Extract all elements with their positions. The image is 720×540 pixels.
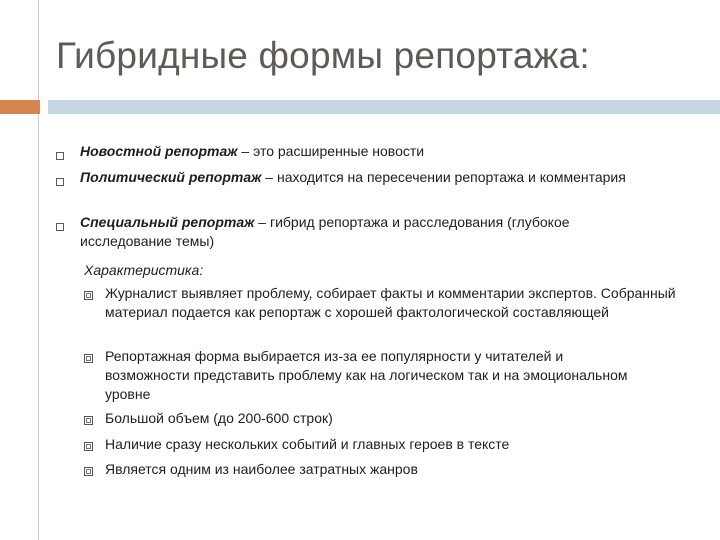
list-item (80, 142, 680, 161)
box-bullet-icon (84, 354, 93, 363)
item-term: Специальный репортаж (80, 214, 255, 230)
title-underline-band (48, 100, 720, 114)
slide-title: Гибридные формы репортажа: (56, 35, 590, 76)
list-item (80, 168, 640, 187)
item-term: Политический репортаж (80, 169, 262, 185)
characteristics-heading: Характеристика: (84, 262, 204, 278)
hollow-square-icon (56, 152, 64, 160)
hollow-square-icon (56, 178, 64, 186)
box-bullet-icon (84, 442, 93, 451)
item-description: – гибрид репортажа и расследования (глубокое исследование темы) (80, 214, 570, 249)
box-bullet-icon (84, 467, 93, 476)
characteristic-item: Большой объем (до 200-600 строк) (105, 410, 333, 426)
item-term: Новостной репортаж (80, 143, 238, 159)
box-bullet-icon (84, 416, 93, 425)
list-item (80, 213, 660, 251)
item-description: – находится на пересечении репортажа и комментария (261, 169, 626, 185)
characteristic-item: Наличие сразу нескольких событий и главных героев в тексте (105, 436, 510, 452)
characteristic-item: Является одним из наиболее затратных жанров (105, 461, 418, 477)
accent-bar (0, 100, 40, 114)
item-description: – это расширенные новости (237, 143, 425, 159)
left-frame-line (38, 0, 39, 540)
characteristic-item: Репортажная форма выбирается из-за ее популярности у читателей и возможности представить проблему как на логическом так и на эмоциональном уровне (105, 348, 628, 402)
characteristic-item: Журналист выявляет проблему, собирает факты и комментарии экспертов. Собранный материал подается как репортаж с хорошей фактологической составляющей (105, 285, 676, 320)
box-bullet-icon (84, 291, 93, 300)
hollow-square-icon (56, 223, 64, 231)
